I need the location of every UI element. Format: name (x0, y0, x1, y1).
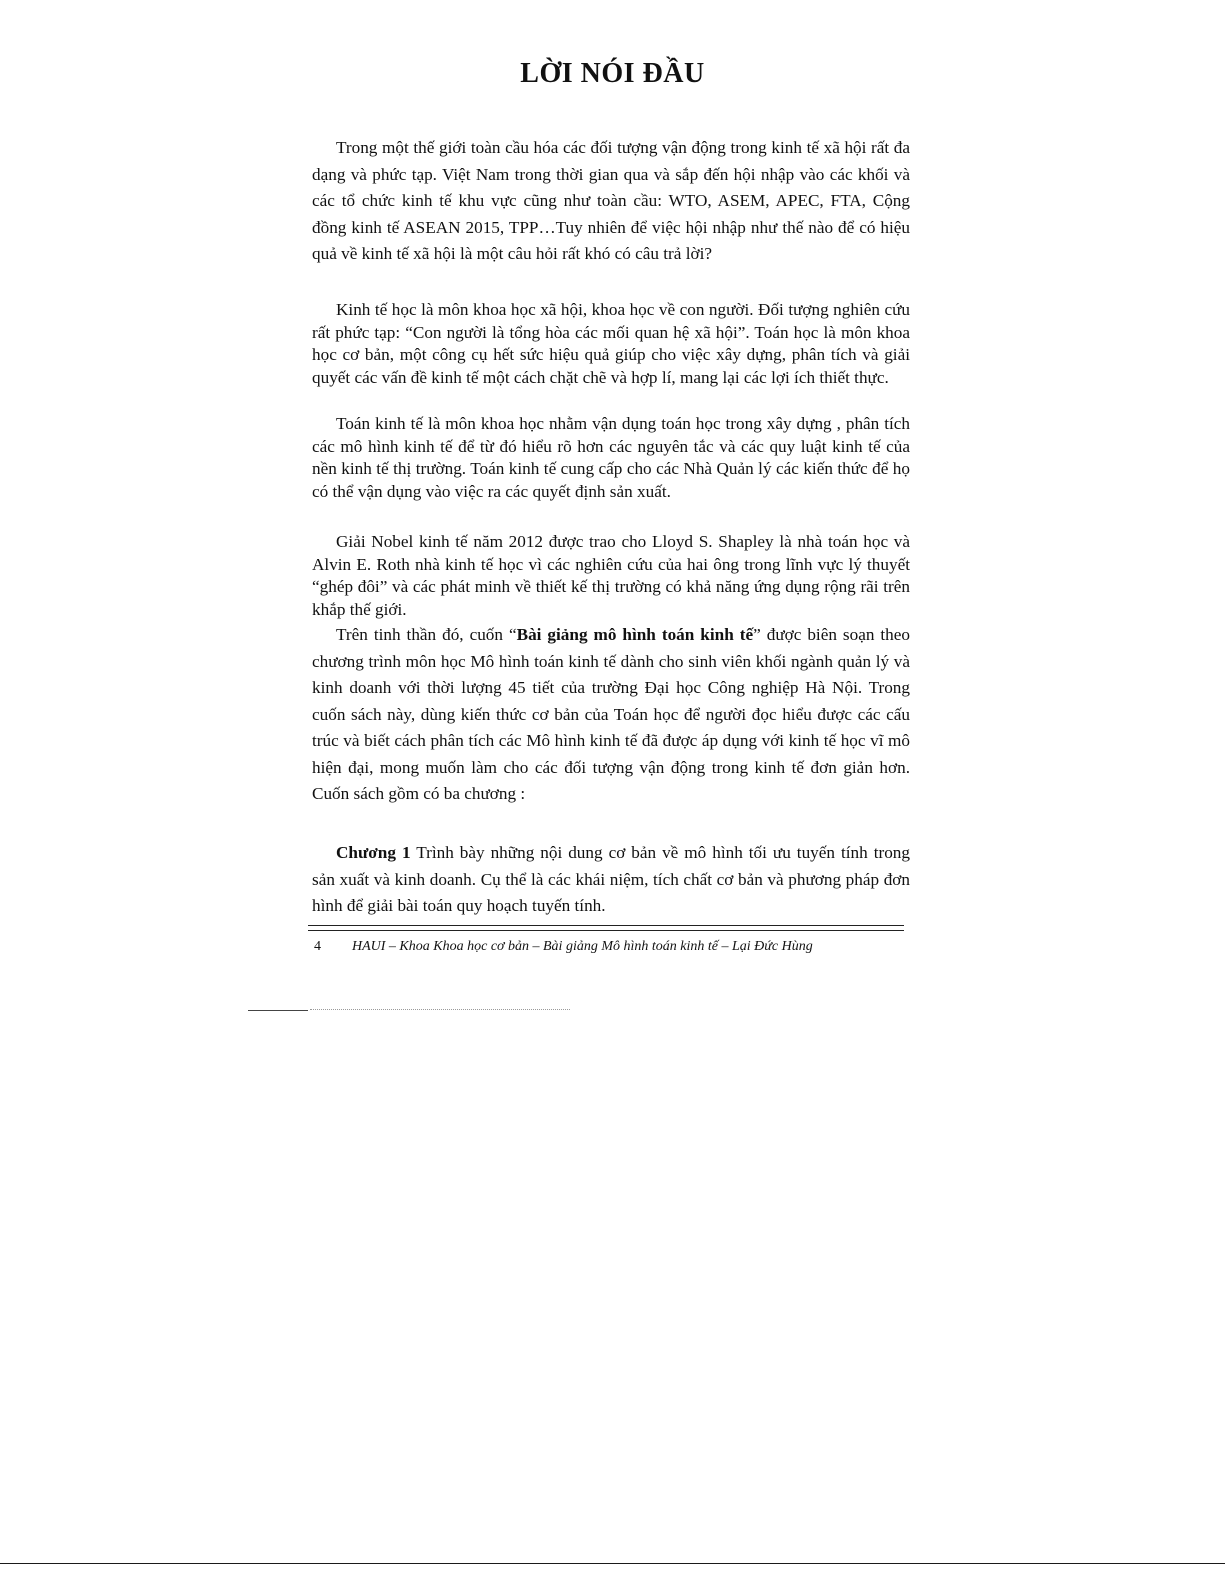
chapter-1-label: Chương 1 (336, 843, 411, 862)
paragraph-math-economics (312, 413, 910, 503)
paragraph-book (312, 622, 910, 808)
page-title: LỜI NÓI ĐẦU (520, 58, 705, 89)
paragraph-book-text: ” được biên soạn theo chương trình môn học Mô hình toán kinh tế dành cho sinh viên khối ngành quản lý và kinh doanh với thời lượng 45 tiết của trường Đại học Công nghiệp Hà Nội. Trong cuốn sách này, dùng kiến thức cơ bản của Toán học để người đọc hiểu được các cấu trúc và biết cách phân tích các Mô hình kinh tế đã được áp dụng với kinh tế học vĩ mô hiện đại, mong muốn làm cho các đối tượng vận động trong kinh tế đơn giản hơn. Cuốn sách gồm có ba chương : (312, 625, 910, 803)
paragraph-book-lead: Trên tinh thần đó, cuốn “ (336, 625, 517, 644)
footer-rule-bottom (308, 930, 904, 931)
scan-artifact-line (248, 1010, 308, 1011)
paragraph-chapter-1 (312, 840, 910, 920)
page-number: 4 (314, 939, 321, 954)
paragraph-intro (312, 135, 910, 268)
page-footer (314, 939, 904, 955)
running-footer: HAUI – Khoa Khoa học cơ bản – Bài giảng Mô hình toán kinh tế – Lại Đức Hùng (352, 939, 813, 954)
book-title: Bài giảng mô hình toán kinh tế (516, 625, 754, 644)
paragraph-math-economics-text: Toán kinh tế là môn khoa học nhằm vận dụng toán học trong xây dựng , phân tích các mô hình kinh tế để từ đó hiểu rõ hơn các nguyên tắc và các quy luật kinh tế của nền kinh tế thị trường. Toán kinh tế cung cấp cho các Nhà Quản lý các kiến thức để họ có thể vận dụng vào việc ra các quyết định sản xuất. (312, 414, 910, 501)
paragraph-chapter-1-text: Trình bày những nội dung cơ bản về mô hình tối ưu tuyến tính trong sản xuất và kinh doanh. Cụ thể là các khái niệm, tích chất cơ bản và phương pháp đơn hình để giải bài toán quy hoạch tuyến tính. (312, 843, 910, 915)
footer-rule-top (308, 925, 904, 926)
paragraph-economics (312, 299, 910, 389)
paragraph-nobel-text: Giải Nobel kinh tế năm 2012 được trao cho Lloyd S. Shapley là nhà toán học và Alvin E. Roth nhà kinh tế học vì các nghiên cứu của hai ông trong lĩnh vực lý thuyết “ghép đôi” và các phát minh về thiết kế thị trường có khả năng ứng dụng rộng rãi trên khắp thế giới. (312, 532, 910, 619)
paragraph-economics-text: Kinh tế học là môn khoa học xã hội, khoa học về con người. Đối tượng nghiên cứu rất phức tạp: “Con người là tổng hòa các mối quan hệ xã hội”. Toán học là môn khoa học cơ bản, một công cụ hết sức hiệu quả giúp cho việc xây dựng, phân tích và giải quyết các vấn đề kinh tế một cách chặt chẽ và hợp lí, mang lại các lợi ích thiết thực. (312, 300, 910, 387)
paragraph-intro-text: Trong một thế giới toàn cầu hóa các đối tượng vận động trong kinh tế xã hội rất đa dạng và phức tạp. Việt Nam trong thời gian qua và sắp đến hội nhập vào các khối và các tổ chức kinh tế khu vực cũng như toàn cầu: WTO, ASEM, APEC, FTA, Cộng đồng kinh tế ASEAN 2015, TPP…Tuy nhiên để việc hội nhập như thế nào để có hiệu quả về kinh tế xã hội là một câu hỏi rất khó có câu trả lời? (312, 138, 910, 263)
scan-artifact-dots (310, 1009, 570, 1010)
paragraph-nobel (312, 531, 910, 621)
page-bottom-edge (0, 1563, 1225, 1586)
